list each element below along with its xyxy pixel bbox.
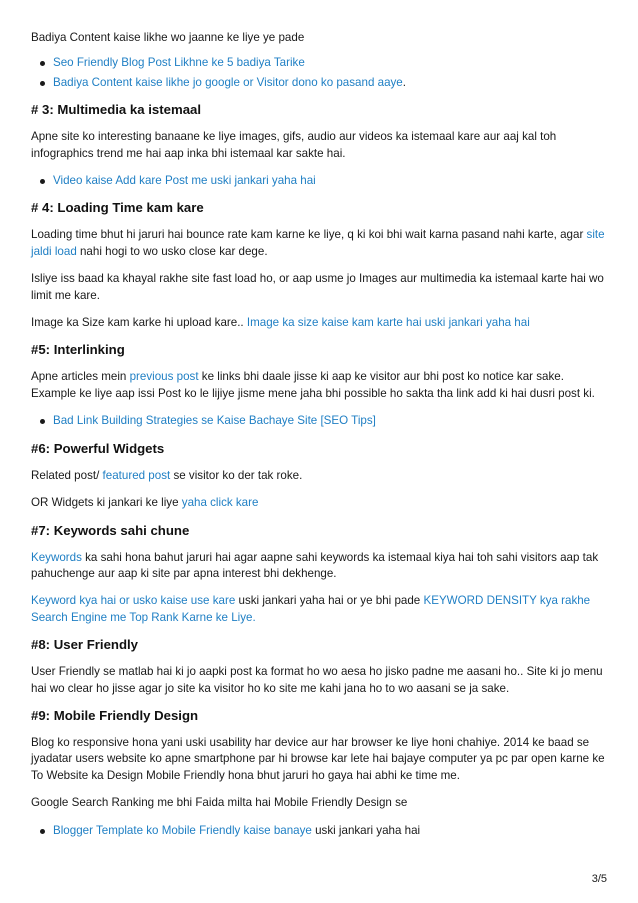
section-heading-user-friendly: #8: User Friendly [31, 637, 139, 653]
list-item: Blogger Template ko Mobile Friendly kaise banaye uski jankari yaha hai [53, 823, 609, 839]
section-heading-loading-time: # 4: Loading Time kam kare [31, 200, 204, 216]
keyword-kya-hai-link[interactable]: Keyword kya hai or usko kaise use kare [31, 594, 236, 608]
multimedia-paragraph: Apne site ko interesting banaane ke liye images, gifs, audio aur videos ka istemaal kare aur aaj kal toh infographics trend me hai aap inka bhi istemaal kar sakte hai. [31, 130, 557, 160]
document-page [31, 30, 609, 850]
page-number: 3/5 [591, 873, 607, 885]
keywords-paragraph-2: Keyword kya hai or usko kaise use kare uski jankari yaha hai or ye bhi pade KEYWORD DENSITY kya rakhe Search Engine me Top Rank Karne ke Liye. [31, 594, 591, 624]
section-heading-mobile-friendly: #9: Mobile Friendly Design [31, 707, 199, 723]
seo-post-link[interactable]: Seo Friendly Blog Post Likhne ke 5 badiya Tarike [53, 56, 305, 70]
loading-paragraph-1: Loading time bhut hi jaruri hai bounce rate kam karne ke liye, q ki koi bhi wait karna pasand nahi karte, agar site jaldi load nahi hogi to wo usko close kar dege. [31, 228, 605, 258]
section-heading-keywords: #7: Keywords sahi chune [31, 522, 190, 538]
blogger-template-link[interactable]: Blogger Template ko Mobile Friendly kaise banaye [53, 823, 312, 837]
widgets-paragraph-2: OR Widgets ki jankari ke liye yaha click kare [31, 496, 259, 510]
interlinking-link-list [31, 413, 609, 429]
mobile-link-list [31, 823, 609, 839]
section-heading-widgets: #6: Powerful Widgets [31, 440, 165, 456]
loading-paragraph-3: Image ka Size kam karke hi upload kare.. Image ka size kaise kam karte hai uski jankari yaha hai [31, 316, 530, 330]
list-item: Badiya Content kaise likhe jo google or Visitor dono ko pasand aaye. [53, 75, 609, 91]
site-jaldi-load-link[interactable]: site jaldi load [31, 228, 605, 258]
mobile-paragraph-2: Google Search Ranking me bhi Faida milta hai Mobile Friendly Design se [31, 796, 408, 810]
section-heading-interlinking: #5: Interlinking [31, 342, 125, 358]
multimedia-link-list [31, 173, 609, 189]
mobile-paragraph-1: Blog ko responsive hona yani uski usability har device aur har browser ke liye honi chahiye. 2014 ke baad se jyadatar users website ko apne smartphone par hi browse kar lete hai bajaye computer ya pc par open karne ke To Website ka Design Mobile Friendly hona bhut jaruri ho gaya hai abhi ke time me. [31, 735, 605, 782]
video-link[interactable]: Video kaise Add kare Post me uski jankari yaha hai [53, 174, 316, 188]
intro-link-list [31, 55, 609, 91]
interlinking-paragraph: Apne articles mein previous post ke links bhi daale jisse ki aap ke visitor aur bhi post ko notice kar sake. Example ke liye aap issi Post ko le lijiye jisme mene jaha bhi possible ho sakta tha link add ki hai dusri post ki. [31, 370, 595, 400]
section-heading-multimedia: # 3: Multimedia ka istemaal [31, 102, 202, 118]
keywords-link[interactable]: Keywords [31, 550, 82, 564]
featured-post-link[interactable]: featured post [102, 468, 171, 482]
widgets-paragraph-1: Related post/ featured post se visitor ko der tak roke. [31, 468, 303, 482]
badiya-content-link[interactable]: Badiya Content kaise likhe jo google or Visitor dono ko pasand aaye [53, 75, 403, 89]
image-size-link[interactable]: Image ka size kaise kam karte hai uski jankari yaha hai [246, 316, 530, 330]
list-item [53, 173, 609, 189]
keyword-density-link[interactable]: KEYWORD DENSITY kya rakhe Search Engine me Top Rank Karne ke Liye. [31, 594, 591, 624]
user-friendly-paragraph: User Friendly se matlab hai ki jo aapki post ka format ho wo aesa ho jisko padne me aasani ho.. Site ki jo menu hai wo clear ho jisse agar jo site ka visitor ho ko site me kahi jana ho to wo aasani se ja sake. [31, 665, 603, 695]
keywords-paragraph-1: Keywords ka sahi hona bahut jaruri hai agar aapne sahi keywords ka istemaal kiya hai toh sahi visitors aap tak pahuchenge aur aap ki site par apna interest bhi dekhenge. [31, 550, 599, 580]
previous-post-link[interactable]: previous post [129, 370, 199, 384]
yaha-click-kare-link[interactable]: yaha click kare [181, 496, 259, 510]
list-item [53, 55, 609, 71]
loading-paragraph-2: Isliye iss baad ka khayal rakhe site fast load ho, or aap usme jo Images aur multimedia ka istemaal karte hai wo limit me kare. [31, 272, 604, 302]
list-item [53, 413, 609, 429]
intro-text: Badiya Content kaise likhe wo jaanne ke liye ye pade [31, 31, 305, 44]
bad-link-building-link[interactable]: Bad Link Building Strategies se Kaise Bachaye Site [SEO Tips] [53, 414, 376, 428]
